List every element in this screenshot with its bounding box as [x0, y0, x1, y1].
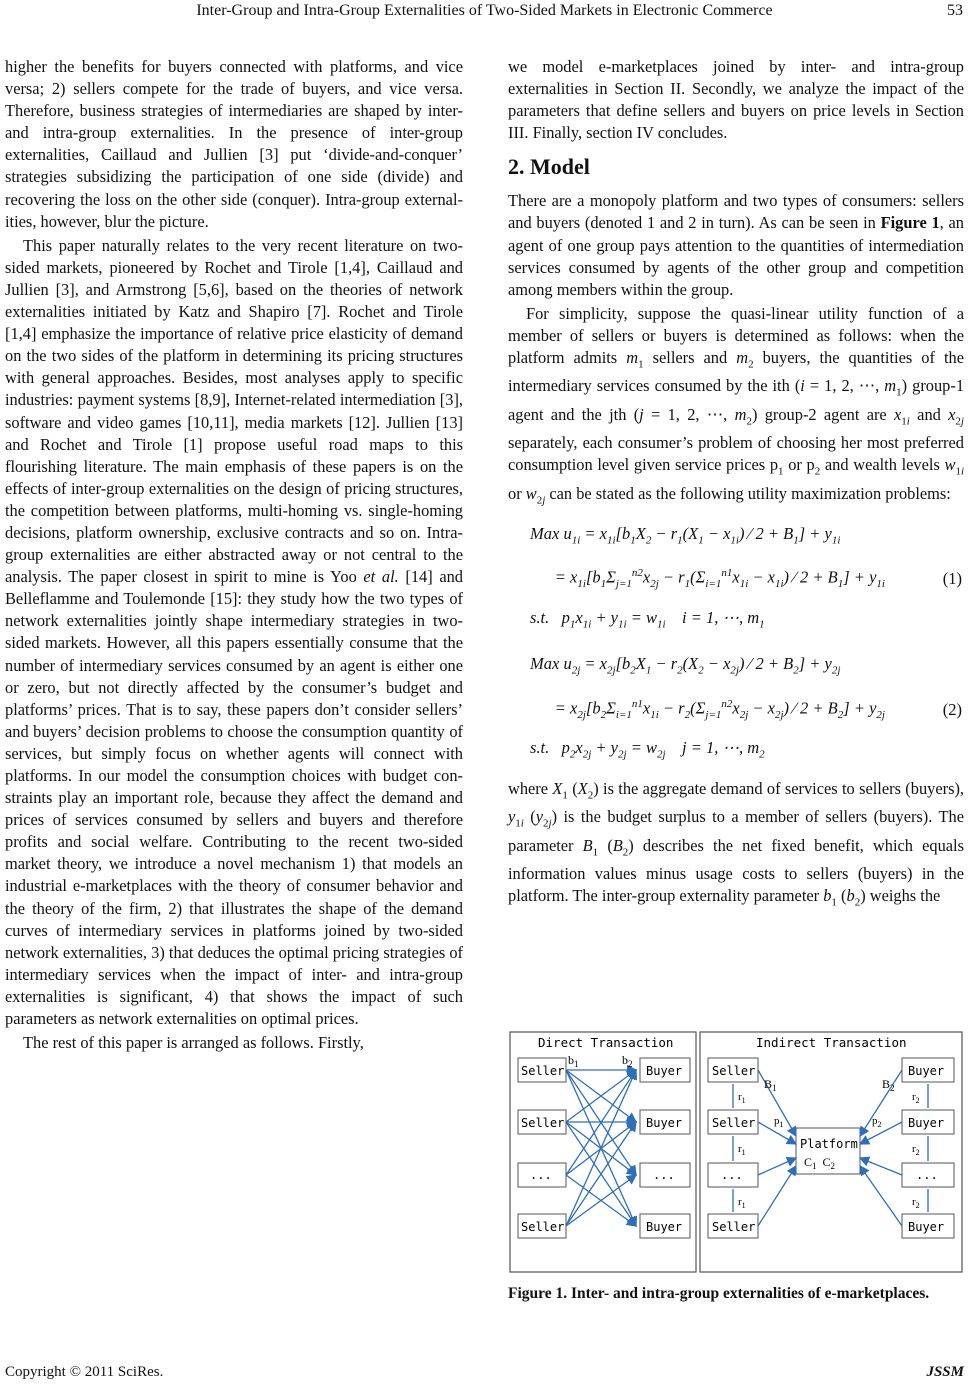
page-header	[0, 2, 969, 24]
paragraph: There are a monopoly platform and two types of consumers: sellers and buyers (denoted 1 and 2 in turn). As can be seen in Figure 1, an agent of one group pays attention to the quantities of intermediation services consumed by agents of the other group and competition among members within the group.	[508, 191, 964, 299]
paragraph: we model e-marketplaces joined by inter- and intra-group externalities in Section II. Secondly, we analyze the impact of the parameters that define sellers and buyers on price levels in Section III. Finally, section IV concludes.	[508, 57, 964, 143]
svg-text:Buyer: Buyer	[908, 1064, 945, 1078]
svg-text:...: ...	[530, 1168, 552, 1182]
paragraph: This paper naturally relates to the very recent literature on two-sided markets, pioneered by Rochet and Tirole [1,4], Caillaud and Jullien [3], and Armstrong [5,6], based on the theories of network externalities initiated by Katz and Shapiro [7]. Rochet and Tirole [1,4] emphasize the importance of relative price elasticity of demand on the two sides of the platform in determining its pricing structures with general approaches. Besides, most analyses apply to specific industries: payment systems [8,9], Internet-related intermediation [3], software and video games [10,11], media markets [12]. Jullien [13] and Rochet and Tirole [1] propose useful road maps to this flourishing literature. The main emphasis of these papers is on the effects of inter-group externalities on the design of pricing structures, the competition between platforms, multi-homing vs. single-homing decisions, platform ownership, exclusive contracts and so on. Intra-group externalities are either abstracted away or not central to the analysis. The paper closest in spirit to mine is Yoo et al. [14] and Belleflamme and Toulemonde [15]: they study how the two types of network externalities jointly shape intermediary strategies in two-sided markets. However, all this papers essentially consume that the number of intermediary services consumed by an agent is either one or zero, but not directly affected by the consumer’s budget and platforms’ prices. That is to say, these papers don’t consider sellers’ and buyers’ decision problems to choose the consumption quantity of services, but simply focus on whether agents will connect with platforms. In our model the consumption choices with budget constraints play an important role, because they affect the demand and prices of services consumed by sellers and buyers and therefore profits and social welfare. Contributing to the recent two-sided market theory, we introduce a novel mechanism 1) that models an industrial e-marketplaces with the theory of consumer behavior and the theory of the firm, 2) that illustrates the shape of the demand curves of intermediary services in platforms joined by two-sided network externalities, 3) that deduces the optimal pricing strategies of intermediary services when the impact of inter- and intra-group externalities is significant, 4) that shows the impact of such parameters as network externalities on optimal prices.	[5, 235, 463, 1029]
equation-number: (1)	[942, 569, 962, 589]
running-title: Inter-Group and Intra-Group Externalities of Two-Sided Markets in Electronic Commerce	[196, 2, 773, 19]
svg-text:Seller: Seller	[521, 1116, 565, 1130]
svg-text:...: ...	[653, 1168, 675, 1182]
paragraph: For simplicity, suppose the quasi-linear utility function of a member of sellers or buyers is determined as follows: when the platform admits $m_1$ sellers and $m_2$ buyers, the quantities of the intermediary services consumed by the ith (i = 1, 2, ⋯, $m_1$) group-1 agent and the jth (j = 1, 2, ⋯, $m_2$) group-2 agent are $x_{1i}$ and $x_{2j}$ separately, each consumer’s problem of choosing her most preferred consumption level given service prices $p_1$ or $p_2$ and wealth levels $w_{1i}$ or $w_{2j}$ can be stated as the following utility maximization problems:	[508, 303, 965, 506]
svg-text:Buyer: Buyer	[908, 1220, 945, 1234]
paragraph: higher the benefits for buyers connected with platforms, and vice versa; 2) sellers compete for the trade of buyers, and vice versa. Therefore, business strategies of intermediaries are shaped by inter- and intra-group externalities. In the presence of inter-group externalities, Caillaud and Jullien [3] put ‘divide-and-conquer’ strategies subsidizing the participation of one side (divide) and recovering the loss on the other side (conquer). Intra-group externalities, however, blur the picture.	[5, 57, 463, 231]
equation-2: Max $u_{2j} = x_{2j}[b_2X_1 - r_2(X_2 - x_{2j})$ ⁄ $2 + B_2] + y_{2j}$ = $x_{2j}[b_2\Sigma_{i=1}^{n1}x_{1i} - r_2(\Sigma_{j=1}^{n2}x_{2j} - x_{2j})$ ⁄ $2 + B_2] + y_{2j}$ s.t. $p_2x_{2j} + y_{2j} = w_{2j}$ j = 1, ⋯, $m_2$ (2)	[530, 654, 962, 761]
direct-transaction-label: Direct Transaction	[538, 1035, 674, 1050]
paragraph: where $X_1$ $(X_2)$ is the aggregate demand of services to sellers (buyers), $y_{1i}$ $(y_{2j})$ is the budget surplus to a member of sellers (buyers). The parameter $B_1$ $(B_2)$ describes the net fixed benefit, which equals information values minus usage costs to sellers (buyers) in the platform. The inter-group externality parameter $b_1$ $(b_2)$ weighs the	[508, 778, 965, 909]
svg-text:Buyer: Buyer	[646, 1220, 683, 1234]
copyright: Copyright © 2011 SciRes.	[5, 1364, 164, 1380]
direct-sellers	[518, 1058, 566, 1238]
platform-label: Platform	[800, 1137, 858, 1151]
svg-text:b2: $b_2$	[622, 1053, 633, 1069]
figure-caption: Figure 1. Inter- and intra-group externalities of e-marketplaces.	[508, 1285, 930, 1302]
svg-text:Seller: Seller	[712, 1064, 756, 1078]
svg-text:Buyer: Buyer	[646, 1064, 683, 1078]
svg-text:C1 C2: $C_1$ $C_2$	[804, 1155, 836, 1171]
svg-text:B2: $B_2$	[882, 1077, 895, 1093]
svg-text:Seller: Seller	[521, 1064, 565, 1078]
figure-diagram	[508, 1030, 964, 1276]
equation-1: Max $u_{1i} = x_{1i}[b_1X_2 - r_1(X_1 - x_{1i})$ ⁄ $2 + B_1] + y_{1i}$ = $x_{1i}[b_1\Sigma_{j=1}^{n2}x_{2j} - r_1(\Sigma_{i=1}^{n1}x_{1i} - x_{1i})$ ⁄ $2 + B_1] + y_{1i}$ s.t. $p_1x_{1i} + y_{1i} = w_{1i}$ i = 1, ⋯, $m_1$ (1)	[530, 524, 962, 631]
svg-text:r2: $r_2$	[912, 1143, 920, 1157]
svg-text:r2: $r_2$	[912, 1196, 920, 1210]
svg-text:Seller: Seller	[521, 1220, 565, 1234]
svg-text:Seller: Seller	[712, 1220, 756, 1234]
svg-text:r1: $r_1$	[738, 1196, 746, 1210]
svg-text:p2: $p_2$	[872, 1115, 882, 1129]
paragraph: The rest of this paper is arranged as follows. Firstly,	[23, 1033, 364, 1053]
svg-text:b1: $b_1$	[568, 1053, 579, 1069]
equation-number: (2)	[942, 699, 962, 719]
direct-buyers	[640, 1058, 690, 1238]
section-heading: 2. Model	[508, 154, 590, 180]
svg-text:r2: $r_2$	[912, 1091, 920, 1105]
figure-1	[508, 1030, 964, 1276]
svg-text:r1: $r_1$	[738, 1091, 746, 1105]
journal-name: JSSM	[926, 1364, 964, 1380]
svg-text:...: ...	[721, 1168, 743, 1182]
svg-text:r1: $r_1$	[738, 1143, 746, 1157]
indirect-transaction-label: Indirect Transaction	[756, 1035, 907, 1050]
left-column	[5, 56, 463, 1054]
svg-text:Buyer: Buyer	[646, 1116, 683, 1130]
svg-text:p1: $p_1$	[774, 1115, 784, 1129]
svg-text:...: ...	[916, 1168, 938, 1182]
svg-text:Seller: Seller	[712, 1116, 756, 1130]
right-column	[508, 56, 964, 913]
page-number: 53	[947, 2, 963, 19]
svg-text:B1: $B_1$	[764, 1077, 777, 1093]
svg-text:Buyer: Buyer	[908, 1116, 945, 1130]
